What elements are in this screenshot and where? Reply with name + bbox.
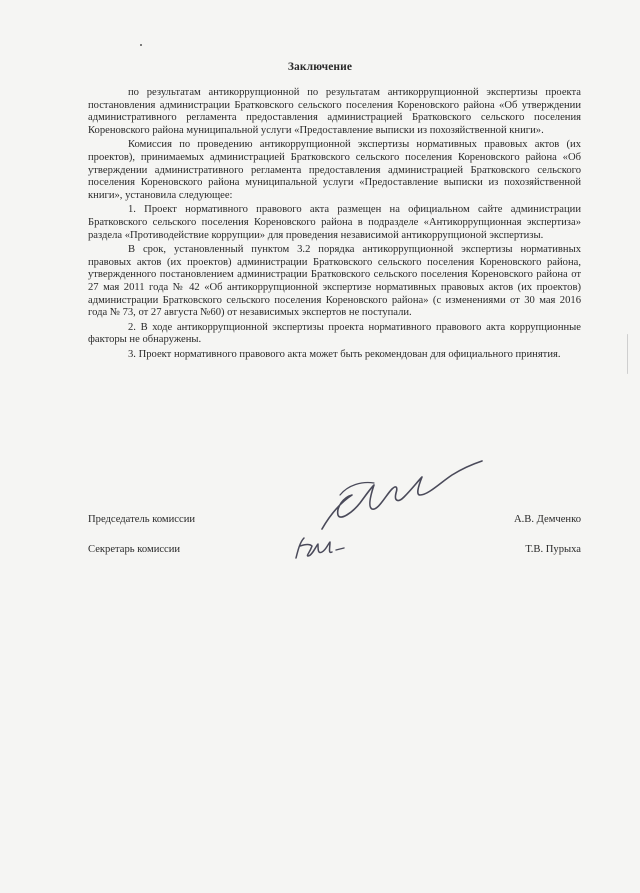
chairman-signature: [300, 455, 490, 535]
paragraph-intro: по результатам антикоррупционной по результатам антикоррупционной экспертизы проекта постановления администрации Братковского сельского поселения Кореновского района «Об утверждении административного регламента предоставления администрацией Братковского сельского поселения Кореновского района муниципальной услуги «Предоставление выписки из похозяйственной книги».: [88, 87, 581, 137]
paragraph-commission: Комиссия по проведению антикоррупционной экспертизы нормативных правовых актов (их проектов), принимаемых администрацией Братковского сельского поселения Кореновского района «Об утверждении административного регламента предоставления администрацией Братковского сельского поселения Кореновского района муниципальной услуги «Предоставление выписки из похозяйственной книги», установила следующее:: [88, 139, 581, 202]
chairman-role: Председатель комиссии: [88, 514, 196, 525]
chairman-name: А.В. Демченко: [513, 514, 581, 525]
document-title: Заключение: [287, 61, 353, 73]
document-body: [88, 87, 581, 363]
paragraph-item-1: 1. Проект нормативного правового акта размещен на официальном сайте администрации Братковского сельского поселения Кореновского района в подразделе «Антикоррупционная экспертиза» раздела «Противодействие коррупции» для проведения независимой антикоррупционой экспертизы.: [88, 204, 581, 241]
secretary-name: Т.В. Пурыха: [525, 544, 581, 555]
paragraph-item-3: 3. Проект нормативного правового акта может быть рекомендован для официального принятия.: [128, 348, 561, 360]
paragraph-item-2: 2. В ходе антикоррупционной экспертизы проекта нормативного правового акта коррупционные факторы не обнаружены.: [88, 321, 581, 346]
secretary-signature: [292, 534, 352, 564]
secretary-role: Секретарь комиссии: [88, 544, 181, 555]
scan-speck: [140, 44, 142, 46]
scan-edge-mark: [627, 334, 628, 374]
paragraph-deadline: В срок, установленный пунктом 3.2 порядка антикоррупционной экспертизы нормативных правовых актов (их проектов) администрации Братковского сельского поселения Кореновского района, утвержденного постановлением администрации Братковского сельского поселения Кореновского района от 27 мая 2011 года № 42 «Об антикоррупционной экспертизе нормативных правовых актов (их проектов) администрации Братковского сельского поселения Кореновского района» (с изменениями от 30 мая 2016 года № 73, от 27 августа №60) от независимых экспертов не поступали.: [88, 243, 581, 319]
